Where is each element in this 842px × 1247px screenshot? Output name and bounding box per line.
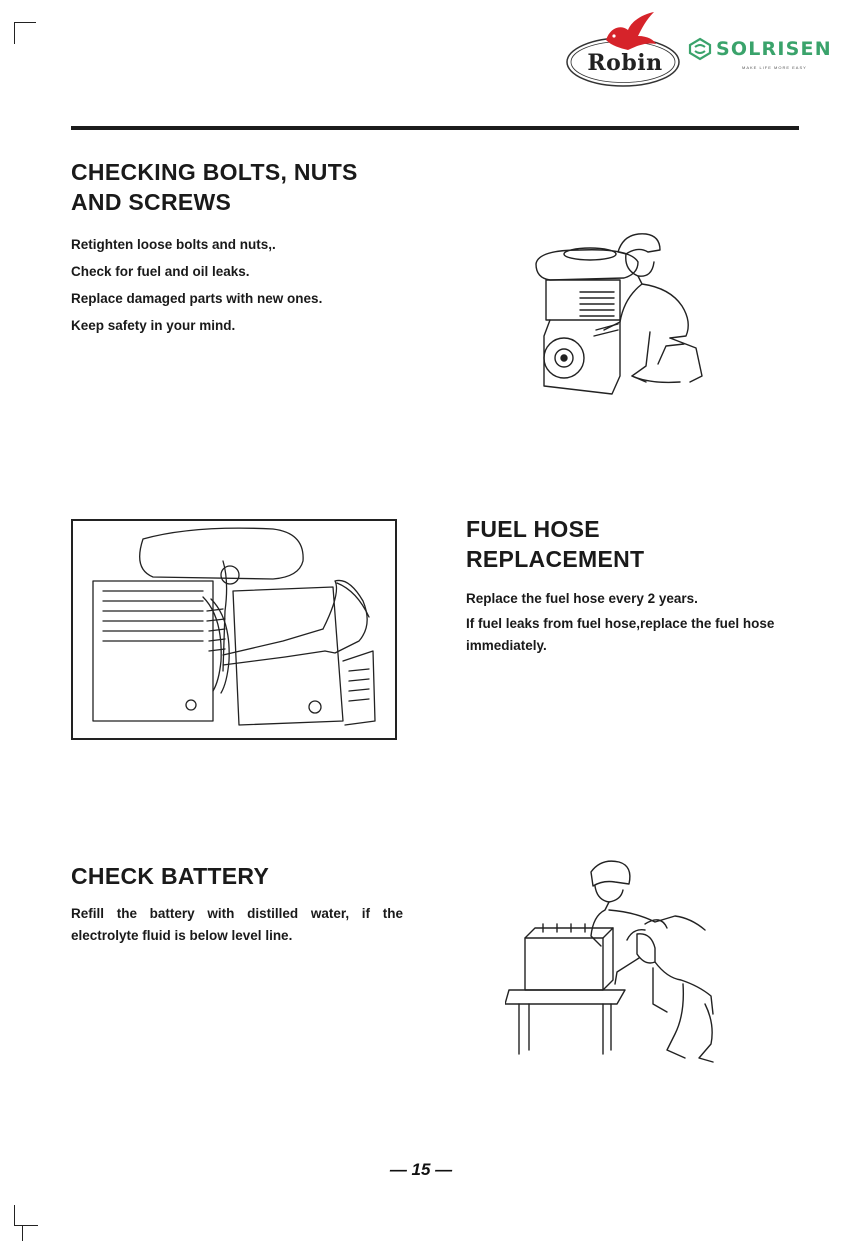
section-title: CHECK BATTERY	[71, 863, 270, 889]
fuel-hose-illustration-frame	[71, 519, 397, 740]
instruction-item: Check for fuel and oil leaks.	[71, 264, 250, 279]
solrisen-logo	[688, 34, 832, 64]
instruction-list	[71, 231, 431, 339]
instruction-item: Replace the fuel hose every 2 years.	[466, 591, 698, 606]
section-title-line2: AND SCREWS	[71, 189, 232, 215]
section-checking-bolts	[71, 157, 431, 339]
section-title-line1: CHECKING BOLTS, NUTS	[71, 159, 358, 185]
section-fuel-hose	[466, 514, 806, 660]
section-title	[71, 157, 431, 217]
fuel-hose-illustration	[73, 521, 395, 738]
page-number: — 15 —	[389, 1160, 453, 1179]
instruction-list	[466, 588, 806, 657]
crop-mark-top-left-h	[14, 22, 36, 23]
crop-mark-bottom-left-v	[14, 1205, 15, 1225]
solrisen-logo-text: SOLRISEN	[716, 38, 832, 60]
crop-mark-bottom-left-h	[14, 1225, 38, 1226]
instruction-item: Replace damaged parts with new ones.	[71, 291, 323, 306]
section-title	[466, 514, 806, 574]
instruction-item: Keep safety in your mind.	[71, 318, 236, 333]
instruction-item: Retighten loose bolts and nuts,.	[71, 237, 276, 252]
instruction-item: If fuel leaks from fuel hose,replace the fuel hose immediately.	[466, 616, 775, 653]
robin-logo	[558, 10, 688, 92]
robin-logo-text: Robin	[587, 50, 663, 76]
crop-mark-top-left-v	[14, 22, 15, 44]
section-title-line2: REPLACEMENT	[466, 546, 645, 572]
solrisen-mark-icon	[688, 37, 712, 61]
battery-check-illustration	[505, 854, 730, 1070]
solrisen-tagline: MAKE LIFE MORE EASY	[742, 65, 807, 70]
brand-logos	[552, 10, 842, 95]
section-body: Refill the battery with distilled water, if the electrolyte fluid is below level line.	[71, 906, 403, 943]
header-rule	[71, 126, 799, 130]
mechanic-engine-illustration	[520, 226, 720, 402]
section-title-line1: FUEL HOSE	[466, 516, 600, 542]
section-check-battery	[71, 861, 403, 947]
crop-mark-bottom-left-v2	[22, 1225, 23, 1241]
